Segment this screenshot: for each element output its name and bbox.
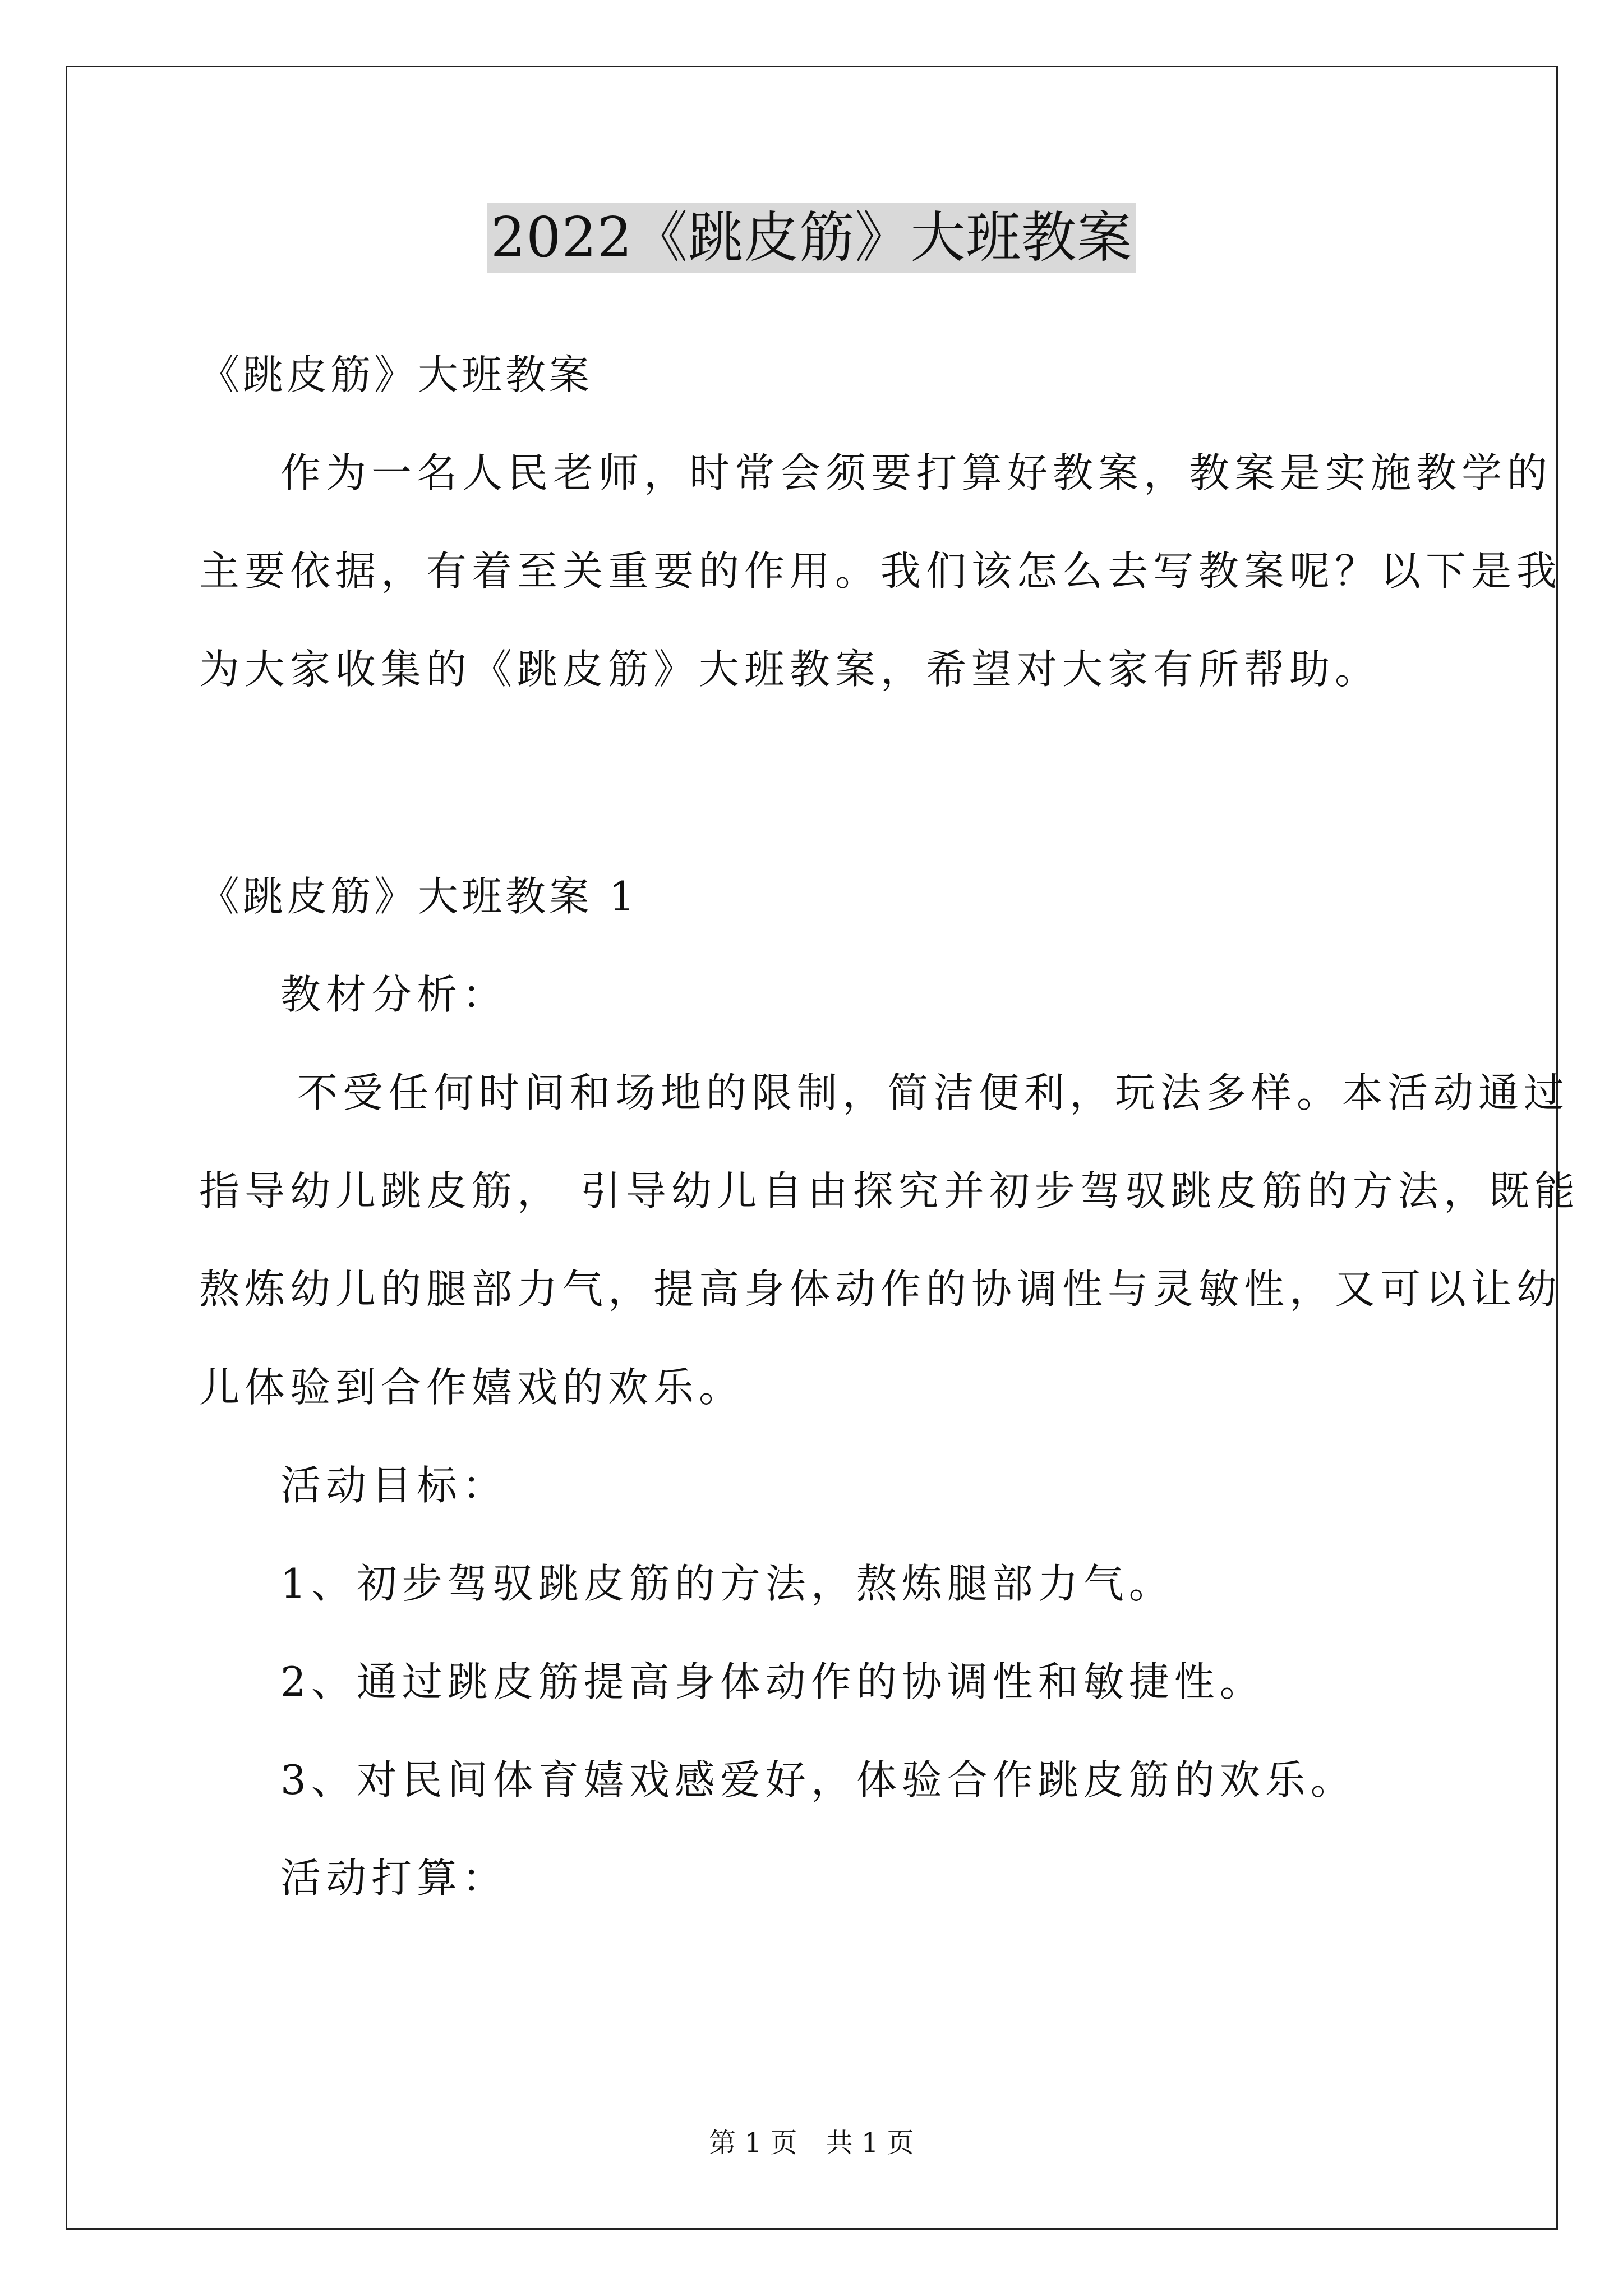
paragraph-line: 主要依据，有着至关重要的作用。我们该怎么去写教案呢？以下是我	[199, 547, 1562, 595]
paragraph-line: 指导幼儿跳皮筋， 引导幼儿自由探究并初步驾驭跳皮筋的方法，既能	[199, 1167, 1580, 1214]
list-item: 3、对民间体育嬉戏感爱好，体验合作跳皮筋的欢乐。	[280, 1756, 1356, 1803]
section-label: 教材分析：	[280, 971, 508, 1018]
paragraph-line: 不受任何时间和场地的限制，简洁便利，玩法多样。本活动通过	[297, 1069, 1570, 1116]
paragraph-line: 儿体验到合作嬉戏的欢乐。	[199, 1364, 745, 1411]
paragraph-line: 熬炼幼儿的腿部力气，提高身体动作的协调性与灵敏性，又可以让幼	[199, 1266, 1562, 1313]
paragraph-line: 作为一名人民老师，时常会须要打算好教案，教案是实施教学的	[280, 449, 1553, 496]
title-container	[0, 203, 1623, 273]
list-item: 2、通过跳皮筋提高身体动作的协调性和敏捷性。	[280, 1658, 1265, 1705]
section-label: 活动打算：	[280, 1855, 508, 1902]
subtitle-line: 《跳皮筋》大班教案	[199, 351, 593, 398]
document-title: 2022《跳皮筋》大班教案	[487, 203, 1136, 273]
section-heading: 《跳皮筋》大班教案 1	[199, 873, 638, 920]
section-label: 活动目标：	[280, 1462, 508, 1509]
page-footer	[0, 2126, 1623, 2160]
page-total: 共 1 页	[826, 2127, 914, 2159]
paragraph-line: 为大家收集的《跳皮筋》大班教案，希望对大家有所帮助。	[199, 646, 1381, 693]
list-item: 1、初步驾驭跳皮筋的方法，熬炼腿部力气。	[280, 1560, 1174, 1607]
page-number: 第 1 页	[709, 2127, 797, 2159]
